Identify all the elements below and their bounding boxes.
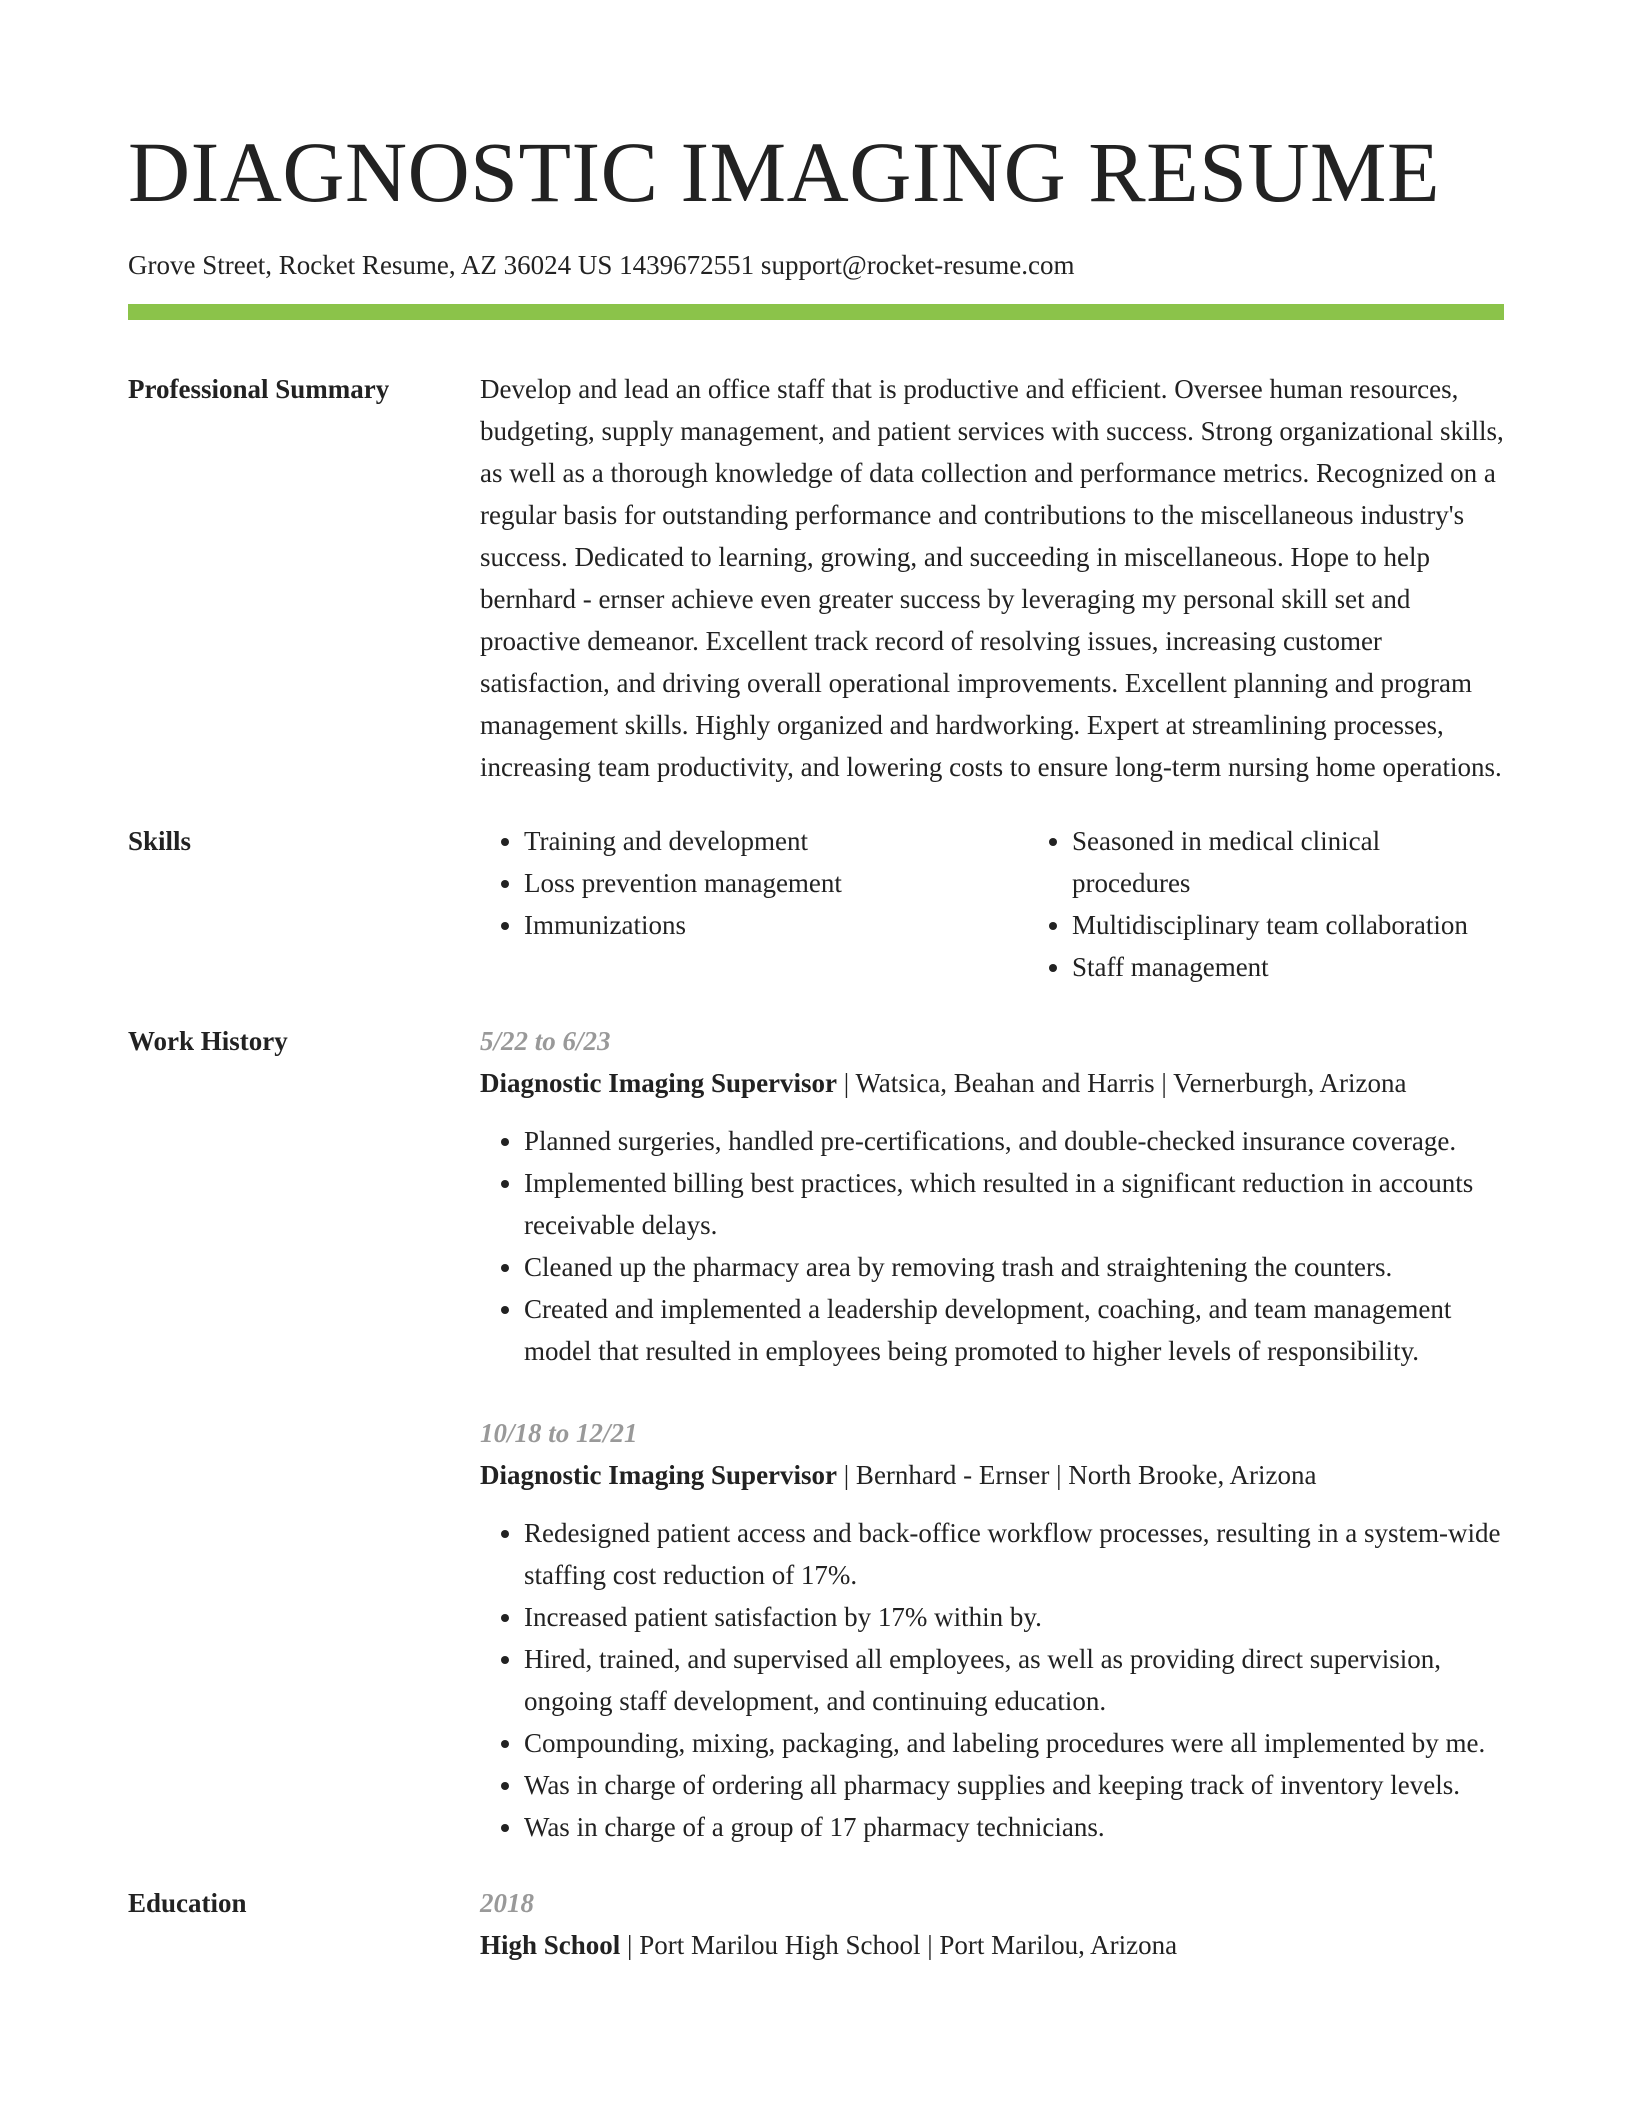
skills-label: Skills (128, 826, 192, 856)
skills-grid (480, 820, 1504, 988)
job-bullet: • Cleaned up the pharmacy area by removing trash and straightening the counters. (524, 1246, 1504, 1288)
job-details: | Watsica, Beahan and Harris | Vernerburgh, Arizona (837, 1068, 1407, 1098)
job-bullet: • Was in charge of a group of 17 pharmacy technicians. (524, 1806, 1504, 1848)
job-dates: 5/22 to 6/23 (480, 1026, 611, 1056)
job-bullets (480, 1512, 1504, 1848)
education-degree: High School (480, 1930, 621, 1960)
job-details: | Bernhard - Ernser | North Brooke, Arizona (837, 1460, 1317, 1490)
work-history-label: Work History (128, 1026, 288, 1056)
job-heading (480, 1062, 1504, 1104)
job-bullet: • Planned surgeries, handled pre-certifications, and double-checked insurance coverage. (524, 1120, 1504, 1162)
job-title: Diagnostic Imaging Supervisor (480, 1068, 838, 1098)
skill-item: • Training and development (524, 820, 1028, 862)
education-year: 2018 (480, 1888, 534, 1918)
header-divider (128, 304, 1504, 320)
education-section (128, 1882, 1504, 1966)
job-entry (480, 1020, 1504, 1372)
job-entry (480, 1412, 1504, 1848)
job-heading (480, 1454, 1504, 1496)
job-bullet: • Was in charge of ordering all pharmacy supplies and keeping track of inventory levels. (524, 1764, 1504, 1806)
education-label: Education (128, 1888, 247, 1918)
skill-item: • Immunizations (524, 904, 1028, 946)
summary-section (128, 368, 1504, 788)
work-history-section (128, 1020, 1504, 1848)
job-bullet: • Hired, trained, and supervised all employees, as well as providing direct supervision, ongoing staff development, and continuing education. (524, 1638, 1504, 1722)
skill-item: • Loss prevention management (524, 862, 1028, 904)
education-details: | Port Marilou High School | Port Marilou, Arizona (620, 1930, 1178, 1960)
job-bullets (480, 1120, 1504, 1372)
job-bullet: • Redesigned patient access and back-office workflow processes, resulting in a system-wide staffing cost reduction of 17%. (524, 1512, 1504, 1596)
skills-section (128, 820, 1504, 988)
skill-item: • Multidisciplinary team collaboration (1072, 904, 1504, 946)
work-history-content (480, 1020, 1504, 1848)
skill-item: • Seasoned in medical clinical procedures (1072, 820, 1504, 904)
education-content (480, 1882, 1504, 1966)
job-title: Diagnostic Imaging Supervisor (480, 1460, 838, 1490)
contact-info: Grove Street, Rocket Resume, AZ 36024 US 1439672551 support@rocket-resume.com (128, 250, 1075, 280)
skills-list-right (1028, 820, 1504, 988)
skills-list-left (480, 820, 1028, 988)
summary-label: Professional Summary (128, 374, 390, 404)
job-bullet: • Created and implemented a leadership development, coaching, and team management model that resulted in employees being promoted to higher levels of responsibility. (524, 1288, 1504, 1372)
job-bullet: • Compounding, mixing, packaging, and labeling procedures were all implemented by me. (524, 1722, 1504, 1764)
education-heading (480, 1924, 1504, 1966)
skill-item: • Staff management (1072, 946, 1504, 988)
job-bullet: • Increased patient satisfaction by 17% within by. (524, 1596, 1504, 1638)
job-dates: 10/18 to 12/21 (480, 1418, 638, 1448)
summary-text: Develop and lead an office staff that is productive and efficient. Oversee human resources, budgeting, supply management, and patient services with success. Strong organizational skills, as well as a thorough knowledge of data collection and performance metrics. Recognized on a regular basis for outstanding performance and contributions to the miscellaneous industry's success. Dedicated to learning, growing, and succeeding in miscellaneous. Hope to help bernhard - ernser achieve even greater success by leveraging my personal skill set and proactive demeanor. Excellent track record of resolving issues, increasing customer satisfaction, and driving overall operational improvements. Excellent planning and program management skills. Highly organized and hardworking. Expert at streamlining processes, increasing team productivity, and lowering costs to ensure long-term nursing home operations. (480, 374, 1504, 782)
job-bullet: • Implemented billing best practices, which resulted in a significant reduction in accounts receivable delays. (524, 1162, 1504, 1246)
resume-title: DIAGNOSTIC IMAGING RESUME (128, 124, 1441, 220)
